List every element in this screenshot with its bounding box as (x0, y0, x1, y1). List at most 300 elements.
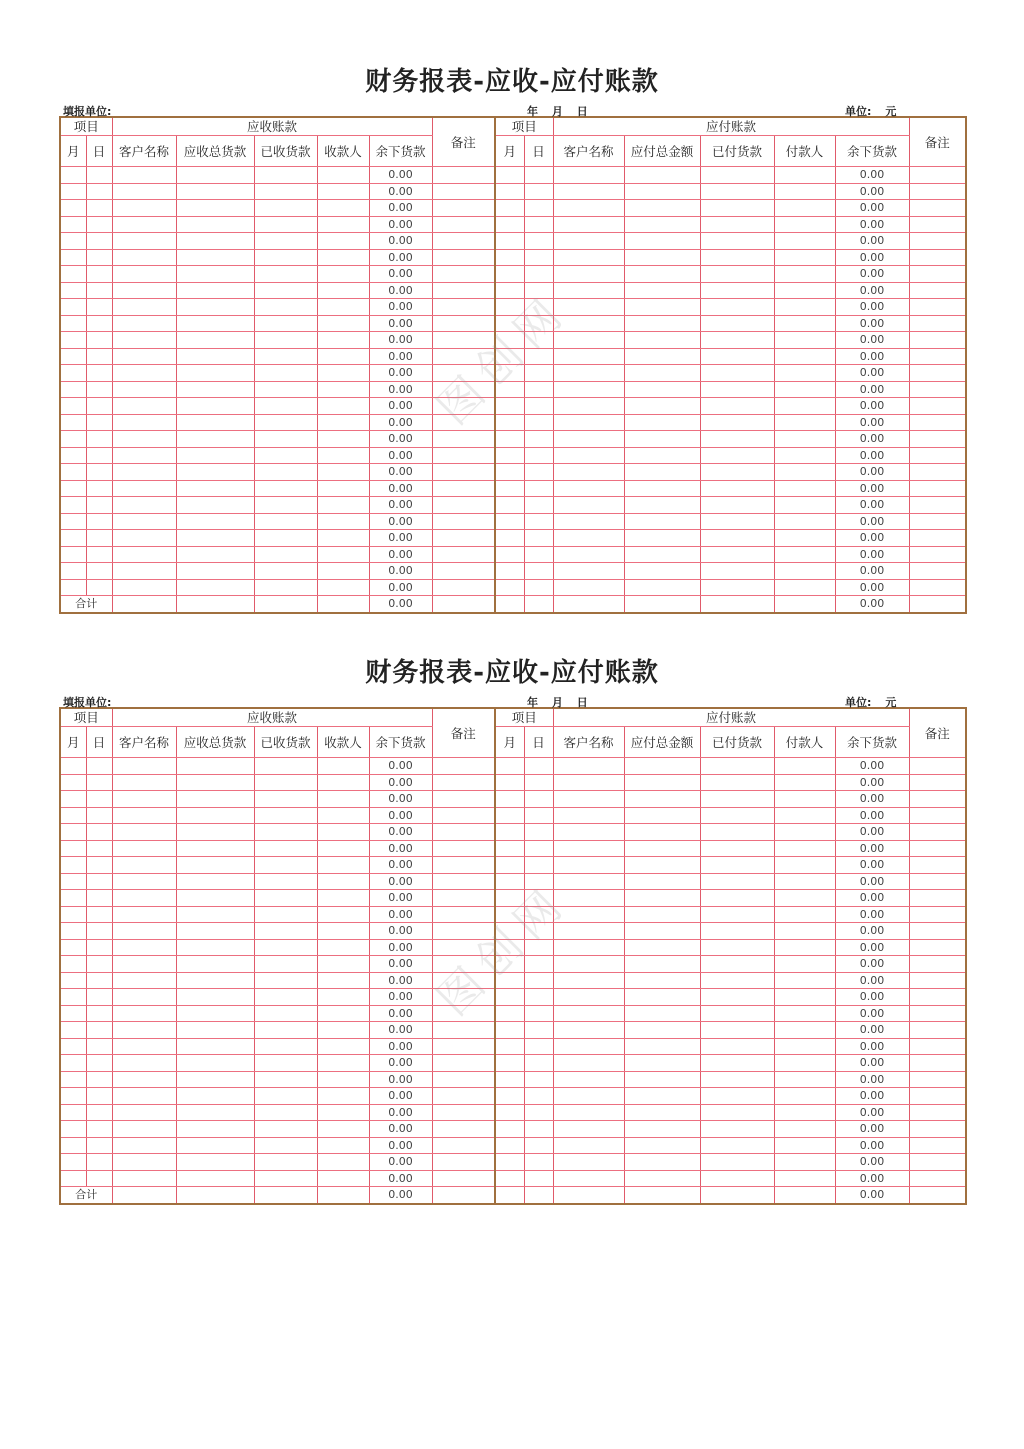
table-cell (112, 348, 176, 365)
table-cell (553, 315, 624, 332)
table-cell (86, 513, 112, 530)
table-cell (624, 348, 700, 365)
table-cell (112, 414, 176, 431)
unit-label: 单位: (845, 105, 872, 118)
table-cell (524, 464, 553, 481)
table-cell (60, 299, 86, 316)
balance-cell: 0.00 (835, 1055, 909, 1072)
table-cell (774, 1137, 835, 1154)
table-cell (553, 249, 624, 266)
table-cell (432, 216, 495, 233)
table-cell (60, 890, 86, 907)
table-cell (432, 939, 495, 956)
total-label: 合计 (60, 1187, 112, 1204)
receiver-header: 收款人 (317, 727, 369, 758)
table-row (60, 464, 966, 481)
table-cell (86, 216, 112, 233)
table-cell (553, 579, 624, 596)
table-row (60, 563, 966, 580)
table-cell (86, 398, 112, 415)
table-cell (553, 1137, 624, 1154)
table-cell (254, 266, 317, 283)
table-cell (254, 546, 317, 563)
total-balance-cell: 0.00 (835, 596, 909, 613)
table-cell (317, 890, 369, 907)
table-cell (176, 774, 254, 791)
table-cell (176, 1055, 254, 1072)
table-cell (176, 365, 254, 382)
table-cell (254, 249, 317, 266)
table-cell (317, 989, 369, 1006)
table-cell (432, 791, 495, 808)
table-cell (176, 299, 254, 316)
table-cell (624, 563, 700, 580)
table-cell (60, 1038, 86, 1055)
table-cell (86, 381, 112, 398)
day-header: 日 (524, 727, 553, 758)
month-header: 月 (60, 727, 86, 758)
table-cell (176, 233, 254, 250)
table-cell (774, 1154, 835, 1171)
table-cell (432, 464, 495, 481)
balance-cell: 0.00 (835, 513, 909, 530)
table-cell (909, 299, 966, 316)
balance-cell: 0.00 (369, 200, 432, 217)
table-cell (700, 431, 774, 448)
table-cell (86, 480, 112, 497)
balance-cell: 0.00 (835, 807, 909, 824)
table-cell (86, 282, 112, 299)
table-cell (317, 497, 369, 514)
balance-cell: 0.00 (369, 1038, 432, 1055)
remark-header: 备注 (432, 708, 495, 758)
table-cell (432, 774, 495, 791)
table-cell (176, 840, 254, 857)
table-cell (624, 857, 700, 874)
table-cell (317, 1170, 369, 1187)
table-cell (624, 890, 700, 907)
watermark: 图创网 (427, 874, 579, 1026)
table-row (60, 348, 966, 365)
balance-cell: 0.00 (369, 1121, 432, 1138)
table-cell (112, 447, 176, 464)
table-cell (254, 348, 317, 365)
table-row (60, 939, 966, 956)
table-cell (624, 447, 700, 464)
table-cell (112, 923, 176, 940)
table-cell (86, 414, 112, 431)
table-cell (524, 563, 553, 580)
table-cell (624, 774, 700, 791)
table-cell (524, 233, 553, 250)
table-cell (60, 857, 86, 874)
table-row (60, 579, 966, 596)
balance-cell: 0.00 (835, 1154, 909, 1171)
table-cell (254, 923, 317, 940)
table-cell (700, 266, 774, 283)
table-cell (112, 1005, 176, 1022)
table-cell (495, 365, 524, 382)
table-cell (495, 299, 524, 316)
table-cell (112, 183, 176, 200)
table-cell (112, 956, 176, 973)
table-cell (624, 873, 700, 890)
table-cell (317, 1005, 369, 1022)
table-cell (774, 1038, 835, 1055)
table-cell (112, 1022, 176, 1039)
table-cell (86, 563, 112, 580)
table-cell (909, 857, 966, 874)
received-header: 已收货款 (254, 136, 317, 167)
table-cell (254, 497, 317, 514)
table-cell (495, 167, 524, 184)
table-cell (432, 282, 495, 299)
table-cell (112, 315, 176, 332)
table-cell (254, 1022, 317, 1039)
table-cell (176, 1154, 254, 1171)
table-cell (86, 447, 112, 464)
table-cell (774, 480, 835, 497)
item-header: 项目 (495, 708, 553, 727)
table-cell (624, 398, 700, 415)
table-cell (317, 414, 369, 431)
table-cell (432, 579, 495, 596)
table-cell (432, 873, 495, 890)
table-cell (60, 807, 86, 824)
table-cell (700, 774, 774, 791)
table-cell (317, 513, 369, 530)
table-cell (317, 266, 369, 283)
table-cell (112, 873, 176, 890)
table-cell (700, 249, 774, 266)
table-cell (112, 398, 176, 415)
table-cell (524, 249, 553, 266)
table-cell (432, 1038, 495, 1055)
balance-cell: 0.00 (369, 906, 432, 923)
table-cell (86, 315, 112, 332)
table-cell (774, 200, 835, 217)
balance-cell: 0.00 (369, 266, 432, 283)
table-row (60, 1137, 966, 1154)
table-cell (254, 1137, 317, 1154)
balance-cell: 0.00 (369, 579, 432, 596)
table-cell (317, 857, 369, 874)
balance-header: 余下货款 (835, 136, 909, 167)
table-cell (700, 348, 774, 365)
table-cell (700, 183, 774, 200)
table-cell (909, 167, 966, 184)
balance-cell: 0.00 (835, 480, 909, 497)
customer-name-header: 客户名称 (112, 136, 176, 167)
table-cell (60, 1055, 86, 1072)
table-cell (432, 480, 495, 497)
table-cell (176, 249, 254, 266)
table-cell (432, 890, 495, 907)
balance-cell: 0.00 (369, 972, 432, 989)
table-cell (624, 824, 700, 841)
table-cell (774, 1187, 835, 1204)
month-label: 月 (551, 105, 563, 118)
table-cell (524, 857, 553, 874)
table-cell (553, 563, 624, 580)
table-cell (774, 183, 835, 200)
table-cell (495, 530, 524, 547)
balance-cell: 0.00 (369, 824, 432, 841)
table-cell (624, 167, 700, 184)
table-cell (86, 873, 112, 890)
balance-cell: 0.00 (835, 1137, 909, 1154)
table-cell (432, 1154, 495, 1171)
table-cell (524, 1121, 553, 1138)
table-cell (700, 758, 774, 775)
table-row (60, 233, 966, 250)
table-cell (774, 431, 835, 448)
table-cell (254, 1187, 317, 1204)
balance-cell: 0.00 (835, 167, 909, 184)
table-cell (432, 807, 495, 824)
table-cell (624, 266, 700, 283)
balance-cell: 0.00 (835, 1071, 909, 1088)
balance-cell: 0.00 (835, 315, 909, 332)
table-cell (909, 956, 966, 973)
table-cell (774, 758, 835, 775)
table-cell (553, 464, 624, 481)
table-cell (774, 1005, 835, 1022)
table-cell (624, 282, 700, 299)
balance-cell: 0.00 (369, 546, 432, 563)
table-cell (524, 989, 553, 1006)
table-cell (112, 972, 176, 989)
table-cell (909, 1187, 966, 1204)
table-cell (700, 1104, 774, 1121)
receivable-total-header: 应收总货款 (176, 136, 254, 167)
table-cell (176, 1022, 254, 1039)
table-cell (86, 167, 112, 184)
table-row (60, 890, 966, 907)
table-cell (60, 200, 86, 217)
balance-cell: 0.00 (835, 348, 909, 365)
table-cell (86, 299, 112, 316)
table-cell (495, 989, 524, 1006)
balance-cell: 0.00 (369, 381, 432, 398)
table-cell (524, 1187, 553, 1204)
balance-cell: 0.00 (835, 1121, 909, 1138)
balance-cell: 0.00 (835, 563, 909, 580)
balance-cell: 0.00 (369, 282, 432, 299)
table-cell (254, 579, 317, 596)
table-cell (86, 906, 112, 923)
table-cell (495, 183, 524, 200)
table-cell (774, 1071, 835, 1088)
table-cell (112, 216, 176, 233)
day-header: 日 (524, 136, 553, 167)
unit-info (845, 694, 896, 710)
table-row (60, 414, 966, 431)
table-cell (553, 774, 624, 791)
table-cell (909, 1170, 966, 1187)
table-cell (524, 972, 553, 989)
table-cell (774, 579, 835, 596)
table-cell (432, 972, 495, 989)
report-meta (59, 691, 965, 707)
table-cell (176, 1038, 254, 1055)
table-cell (553, 348, 624, 365)
table-cell (553, 857, 624, 874)
table-cell (86, 1071, 112, 1088)
table-cell (112, 758, 176, 775)
table-cell (176, 923, 254, 940)
balance-cell: 0.00 (835, 381, 909, 398)
table-cell (86, 200, 112, 217)
table-row (60, 332, 966, 349)
table-cell (700, 365, 774, 382)
table-cell (524, 873, 553, 890)
item-header: 项目 (495, 117, 553, 136)
table-cell (60, 989, 86, 1006)
table-cell (624, 840, 700, 857)
table-cell (909, 216, 966, 233)
table-cell (317, 1187, 369, 1204)
table-cell (524, 906, 553, 923)
table-cell (624, 1154, 700, 1171)
table-cell (909, 939, 966, 956)
table-cell (909, 1038, 966, 1055)
table-row (60, 873, 966, 890)
table-cell (432, 1022, 495, 1039)
table-cell (495, 249, 524, 266)
table-cell (524, 1055, 553, 1072)
table-cell (774, 464, 835, 481)
balance-header: 余下货款 (835, 727, 909, 758)
table-cell (112, 1055, 176, 1072)
table-cell (317, 1104, 369, 1121)
table-cell (553, 414, 624, 431)
table-cell (432, 1121, 495, 1138)
receivable-total-header: 应收总货款 (176, 727, 254, 758)
table-cell (112, 1137, 176, 1154)
table-cell (112, 233, 176, 250)
payable-group-header: 应付账款 (553, 708, 909, 727)
table-cell (700, 906, 774, 923)
table-cell (624, 216, 700, 233)
table-cell (553, 989, 624, 1006)
table-cell (774, 348, 835, 365)
table-cell (60, 840, 86, 857)
table-cell (700, 1038, 774, 1055)
table-cell (86, 1005, 112, 1022)
table-cell (909, 989, 966, 1006)
table-cell (553, 200, 624, 217)
table-cell (774, 857, 835, 874)
table-cell (909, 530, 966, 547)
table-row (60, 857, 966, 874)
table-cell (774, 381, 835, 398)
balance-cell: 0.00 (835, 1005, 909, 1022)
table-cell (254, 233, 317, 250)
table-cell (700, 1170, 774, 1187)
table-cell (254, 939, 317, 956)
table-row (60, 546, 966, 563)
table-cell (909, 497, 966, 514)
balance-cell: 0.00 (835, 791, 909, 808)
table-cell (60, 1071, 86, 1088)
table-cell (909, 596, 966, 613)
table-cell (495, 906, 524, 923)
table-cell (495, 579, 524, 596)
balance-cell: 0.00 (369, 513, 432, 530)
table-cell (700, 480, 774, 497)
total-balance-cell: 0.00 (369, 596, 432, 613)
table-cell (700, 315, 774, 332)
table-cell (495, 398, 524, 415)
table-cell (112, 1038, 176, 1055)
balance-cell: 0.00 (835, 1022, 909, 1039)
balance-cell: 0.00 (369, 167, 432, 184)
balance-cell: 0.00 (835, 873, 909, 890)
table-cell (176, 857, 254, 874)
table-cell (524, 216, 553, 233)
balance-cell: 0.00 (369, 249, 432, 266)
balance-cell: 0.00 (835, 840, 909, 857)
table-cell (774, 513, 835, 530)
table-cell (60, 513, 86, 530)
table-cell (495, 216, 524, 233)
table-cell (254, 890, 317, 907)
table-cell (774, 956, 835, 973)
table-cell (254, 480, 317, 497)
table-cell (112, 857, 176, 874)
table-cell (176, 873, 254, 890)
balance-cell: 0.00 (369, 233, 432, 250)
table-cell (432, 249, 495, 266)
table-cell (774, 923, 835, 940)
table-cell (60, 1088, 86, 1105)
unit-info (845, 103, 896, 119)
table-row (60, 266, 966, 283)
table-cell (112, 513, 176, 530)
table-cell (774, 873, 835, 890)
table-cell (432, 857, 495, 874)
day-header: 日 (86, 727, 112, 758)
table-row (60, 1071, 966, 1088)
table-cell (909, 774, 966, 791)
table-row (60, 956, 966, 973)
table-cell (112, 480, 176, 497)
table-cell (86, 824, 112, 841)
balance-cell: 0.00 (835, 1104, 909, 1121)
balance-cell: 0.00 (369, 447, 432, 464)
table-cell (495, 497, 524, 514)
table-cell (524, 200, 553, 217)
balance-cell: 0.00 (835, 1170, 909, 1187)
table-cell (624, 906, 700, 923)
table-cell (254, 972, 317, 989)
balance-cell: 0.00 (369, 1088, 432, 1105)
table-cell (524, 1137, 553, 1154)
table-cell (432, 513, 495, 530)
table-cell (495, 513, 524, 530)
table-cell (700, 939, 774, 956)
table-cell (432, 431, 495, 448)
table-cell (524, 348, 553, 365)
total-label: 合计 (60, 596, 112, 613)
table-cell (176, 1005, 254, 1022)
table-cell (495, 447, 524, 464)
table-cell (624, 1022, 700, 1039)
table-cell (774, 282, 835, 299)
balance-cell: 0.00 (835, 956, 909, 973)
table-cell (553, 824, 624, 841)
